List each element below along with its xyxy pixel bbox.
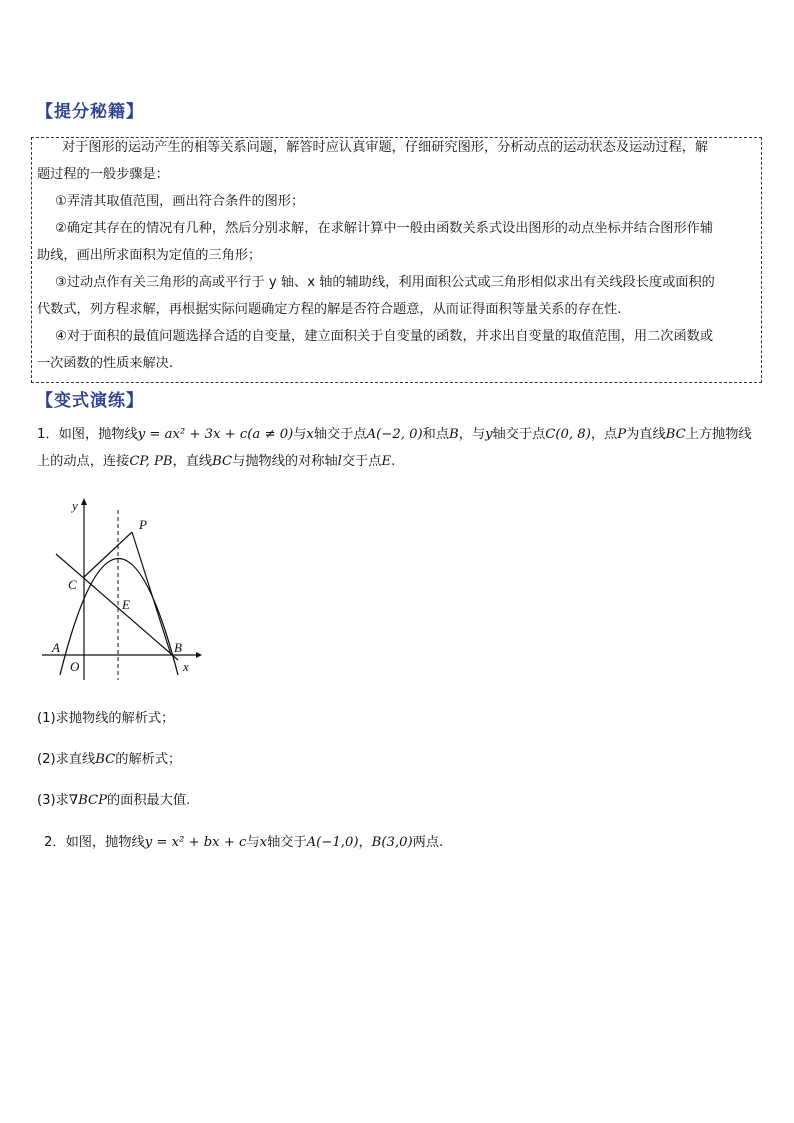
line-bc bbox=[56, 554, 178, 660]
p2-text: 两点. bbox=[412, 835, 444, 850]
problem2-line1 bbox=[44, 831, 443, 850]
label-e: E bbox=[122, 597, 130, 612]
sub3-text: 的面积最大值. bbox=[106, 793, 191, 808]
sub3-formula-triangle: ∇BCP bbox=[68, 793, 107, 808]
problem1-line2 bbox=[37, 450, 395, 469]
sub2-text: (2)求直线 bbox=[37, 752, 96, 767]
parabola-figure bbox=[36, 490, 206, 685]
label-b: B bbox=[174, 640, 182, 655]
tips-line-4: ②确定其存在的情况有几种，然后分别求解，在求解计算中一般由函数关系式设出图形的动点坐标并结合图形作辅 bbox=[55, 221, 714, 236]
p2-formula-parabola: y = x² + bx + c bbox=[144, 835, 247, 850]
p2-text: ， bbox=[358, 835, 372, 850]
problem1-sub3 bbox=[37, 789, 190, 808]
p2-text: 2．如图，抛物线 bbox=[44, 835, 145, 850]
problem1-sub1: (1)求抛物线的解析式； bbox=[37, 711, 175, 726]
tips-line-7: 代数式，列方程求解，再根据实际问题确定方程的解是否符合题意，从而证得面积等量关系的存在性. bbox=[37, 302, 622, 317]
p1-text: 交于点 bbox=[341, 454, 382, 469]
label-c: C bbox=[68, 577, 77, 592]
tips-line-6: ③过动点作有关三角形的高或平行于 y 轴、x 轴的辅助线，利用面积公式或三角形相似求出有关线段长度或面积的 bbox=[55, 275, 715, 290]
p1-formula-cp-pb: CP, PB bbox=[129, 454, 173, 469]
p1-text: 1．如图，抛物线 bbox=[37, 427, 138, 442]
problem1-sub2 bbox=[37, 748, 181, 767]
x-axis-arrow bbox=[196, 652, 202, 658]
y-axis-arrow bbox=[81, 498, 87, 505]
p1-formula-x: x bbox=[306, 427, 314, 442]
p1-formula-bc: BC bbox=[212, 454, 233, 469]
sub3-text: (3)求 bbox=[37, 793, 69, 808]
tips-line-3: ①弄清其取值范围，画出符合条件的图形； bbox=[55, 194, 305, 209]
label-o: O bbox=[70, 659, 80, 674]
section-title-practice: 【变式演练】 bbox=[36, 391, 144, 411]
p1-text: ，与 bbox=[458, 427, 486, 442]
p1-text: 轴交于点 bbox=[492, 427, 546, 442]
p1-text: 与抛物线的对称轴 bbox=[232, 454, 338, 469]
parabola-curve bbox=[60, 559, 178, 676]
p2-formula-point-b: B(3,0) bbox=[371, 835, 413, 850]
p1-formula-bc: BC bbox=[665, 427, 686, 442]
p1-formula-point-c: C(0, 8) bbox=[545, 427, 591, 442]
p1-text: 上的动点，连接 bbox=[37, 454, 130, 469]
tips-line-5: 助线，画出所求面积为定值的三角形； bbox=[37, 248, 262, 263]
p1-formula-point-a: A(−2, 0) bbox=[366, 427, 423, 442]
section-title-tips: 【提分秘籍】 bbox=[36, 102, 144, 122]
p2-formula-x: x bbox=[259, 835, 268, 850]
p2-text: 轴交于 bbox=[267, 835, 307, 850]
problem1-line1 bbox=[37, 423, 752, 442]
tips-line-8: ④对于面积的最值问题选择合适的自变量，建立面积关于自变量的函数，并求出自变量的取值范围，用二次函数或 bbox=[55, 329, 714, 344]
sub2-formula-bc: BC bbox=[95, 752, 116, 767]
label-y: y bbox=[72, 498, 78, 513]
p1-text: ，直线 bbox=[172, 454, 213, 469]
p1-formula-l: l bbox=[337, 454, 342, 469]
p1-formula-parabola: y = ax² + 3x + c(a ≠ 0) bbox=[137, 427, 294, 442]
p1-formula-point-p: P bbox=[617, 427, 627, 442]
p1-text: ，点 bbox=[590, 427, 618, 442]
p1-text: 为直线 bbox=[626, 427, 666, 442]
p2-formula-point-a: A(−1,0) bbox=[306, 835, 359, 850]
p1-formula-point-b: B bbox=[449, 427, 459, 442]
p2-text: 与 bbox=[246, 835, 260, 850]
tips-line-9: 一次函数的性质来解决. bbox=[37, 356, 174, 371]
label-x: x bbox=[183, 659, 189, 674]
label-a: A bbox=[52, 640, 60, 655]
label-p: P bbox=[139, 517, 147, 532]
p1-formula-y: y bbox=[485, 427, 493, 442]
p1-text: . bbox=[391, 454, 396, 469]
p1-text: 轴交于点 bbox=[313, 427, 367, 442]
p1-text: 和点 bbox=[422, 427, 450, 442]
segment-cp bbox=[84, 532, 132, 577]
p1-formula-e: E bbox=[381, 454, 392, 469]
p1-text: 上方抛物线 bbox=[685, 427, 752, 442]
tips-line-2: 题过程的一般步骤是： bbox=[37, 167, 169, 182]
p1-text: 与 bbox=[293, 427, 307, 442]
tips-line-1: 对于图形的运动产生的相等关系问题，解答时应认真审题，仔细研究图形，分析动点的运动状态及运动过程，解 bbox=[62, 140, 709, 155]
sub2-text: 的解析式； bbox=[115, 752, 182, 767]
